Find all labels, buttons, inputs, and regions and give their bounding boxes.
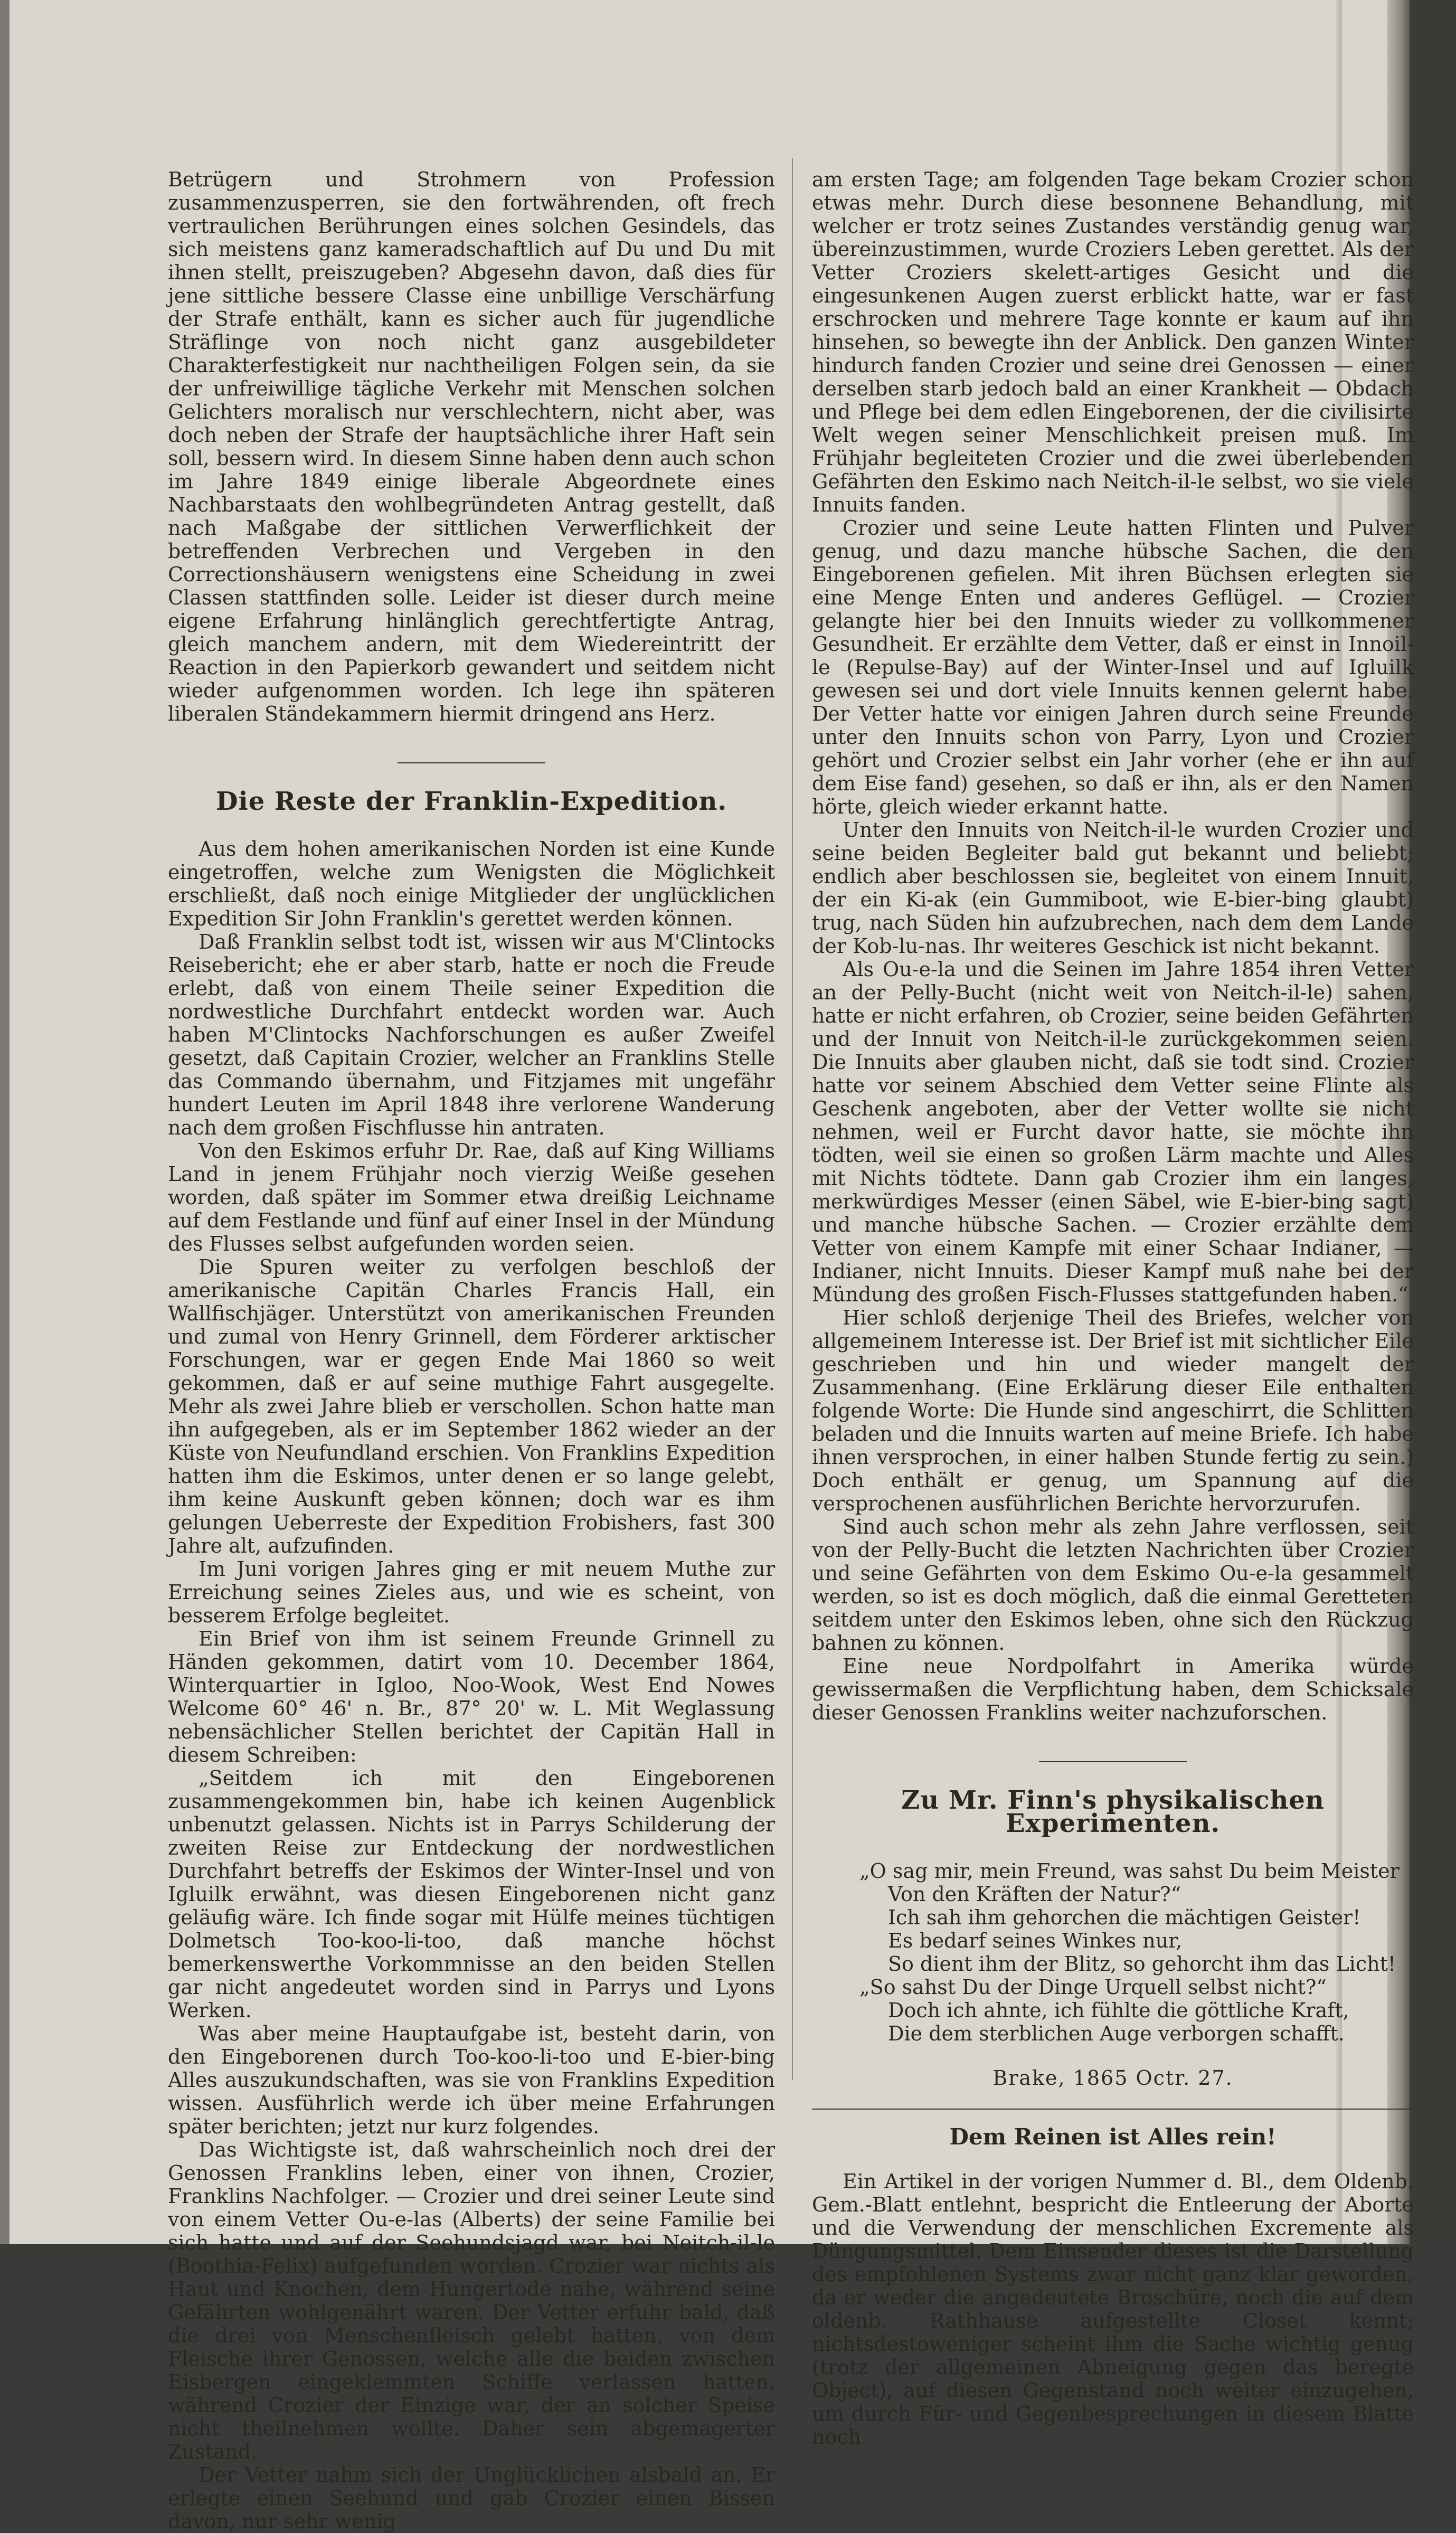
poem-heading: Zu Mr. Finn's physikalischen Experimenten. xyxy=(901,1785,1325,1838)
column-divider xyxy=(792,158,793,2080)
section-rule xyxy=(1039,1761,1187,1762)
franklin-letter-paragraph: Das Wichtigste ist, daß wahrscheinlich noch drei der Genossen Franklins leben, einer von ihnen, Crozier, Franklins Nachfolger. — Crozier und drei seiner Leute sind von einem Vetter Ou-e-las (Alberts) der seine Familie bei sich hatte und auf der Seehundsjagd war, bei Neitch-il-le (Boothia-Felix) aufgefunden worden. Crozier war nichts als Haut und Knochen, dem Hungertode nahe, während seine Gefährten wohlgenährt waren. Der Vetter erfuhr bald, daß die drei von Menschenfleisch gelebt hatten, von dem Fleische ihrer Genossen, welche alle die beiden zwischen Eisbergen eingeklemmten Schiffe verlassen hatten, während Crozier der Einzige war, der an solcher Speise nicht theilnehmen wollte. Daher sein abgemagerter Zustand. xyxy=(168,2138,775,2463)
poem-line: So dient ihm der Blitz, so gehorcht ihm das Licht! xyxy=(888,1952,1396,1976)
poem-line: Doch ich ahnte, ich fühlte die göttliche Kraft, xyxy=(888,1999,1349,2022)
poem-line: Von den Kräften der Natur?“ xyxy=(888,1883,1181,1906)
right-column xyxy=(812,168,1414,2449)
poem-line: „So sahst Du der Dinge Urquell selbst nicht?“ xyxy=(859,1976,1327,1999)
franklin-paragraph: Die Spuren weiter zu verfolgen beschloß der amerikanische Capitän Charles Francis Hall, ein Wallfischjäger. Unterstützt von amerikanischen Freunden und zumal von Henry Grinnell, dem Förderer arktischer Forschungen, war er gegen Ende Mai 1860 so weit gekommen, daß er auf seine muthige Fahrt ausgegelte. Mehr als zwei Jahre blieb er verschollen. Schon hatte man ihn aufgegeben, als er im September 1862 wieder an der Küste von Neufundland erschien. Von Franklins Expedition hatten ihm die Eskimos, unter denen er so lange gelebt, ihm keine Auskunft geben können; doch war es ihm gelungen Ueberreste der Expedition Frobishers, fast 300 Jahre alt, aufzufinden. xyxy=(168,1255,775,1557)
prison-article-ending: Betrügern und Strohmern von Profession zusammenzusperren, sie den fortwährenden, oft frech vertraulichen Berührungen eines solchen Gesindels, das sich meistens ganz kameradschaftlich auf Du und Du mit ihnen stellt, preiszugeben? Abgesehn davon, daß dies für jene sittliche bessere Classe eine unbillige Verschärfung der Strafe enthält, kann es sicher auch für jugendliche Sträflinge von noch nicht ganz ausgebildeter Charakterfestigkeit nur nachtheiligen Folgen sein, da sie der unfreiwillige tägliche Verkehr mit Menschen solchen Gelichters moralisch nur verschlechtern, nicht aber, was doch neben der Strafe der hauptsächliche ihrer Haft sein soll, bessern wird. In diesem Sinne haben denn auch schon im Jahre 1849 einige liberale Abgeordnete eines Nachbarstaats den wohlbegründeten Antrag gestellt, daß nach Maßgabe der sittlichen Verwerflichkeit der betreffenden Verbrechen und Vergeben in den Correctionshäusern wenigstens eine Scheidung in zwei Classen stattfinden solle. Leider ist dieser durch meine eigene Erfahrung hinlänglich gerechtfertigte Antrag, gleich manchem andern, mit dem Wiedereintritt der Reaction in den Papierkorb gewandert und seitdem nicht wieder aufgenommen worden. Ich lege ihn späteren liberalen Ständekammern hiermit dringend ans Herz. xyxy=(168,168,775,725)
franklin-paragraph: Sind auch schon mehr als zehn Jahre verflossen, seit von der Pelly-Bucht die letzten Nachrichten über Crozier und seine Gefährten von dem Eskimo Ou-e-la gesammelt werden, so ist es doch möglich, daß die einmal Geretteten seitdem unter den Eskimos leben, ohne sich den Rückzug bahnen zu können. xyxy=(812,1515,1414,1655)
poem-line: „O sag mir, mein Freund, was sahst Du beim Meister xyxy=(859,1859,1400,1883)
franklin-letter-paragraph: Unter den Innuits von Neitch-il-le wurden Crozier und seine beiden Begleiter bald gut bekannt und beliebt; endlich aber beschlossen sie, begleitet von einem Innuit, der ein Ki-ak (ein Gummiboot, wie E-bier-bing glaubt) trug, nach Süden hin aufzubrechen, nach dem dem Lande der Kob-lu-nas. Ihr weiteres Geschick ist nicht bekannt. xyxy=(812,818,1414,958)
franklin-letter-paragraph: Was aber meine Hauptaufgabe ist, besteht darin, von den Eingeborenen durch Too-koo-li-too und E-bier-bing Alles auszukundschaften, was sie von Franklins Expedition wissen. Ausführlich werde ich über meine Erfahrungen später berichten; jetzt nur kurz folgendes. xyxy=(168,2022,775,2138)
section-rule xyxy=(812,2109,1414,2110)
article-paragraph: Ein Artikel in der vorigen Nummer d. Bl., dem Oldenb. Gem.-Blatt entlehnt, bespricht die Entleerung der Aborte und die Verwendung der menschlichen Excremente als Düngungsmittel. Dem Einsender dieses ist die Darstellung des empfohlenen Systems zwar nicht ganz klar geworden, da er weder die angedeutete Broschüre, noch die auf dem oldenb. Rathhause aufgestellte Closet kennt; nichtsdestoweniger scheint ihm die Sache wichtig genug (trotz der allgemeinen Abneigung gegen das beregte Object), auf diesen Gegenstand noch weiter einzugehen, um durch Für- und Gegenbesprechungen in diesem Blatte noch xyxy=(812,2170,1414,2449)
franklin-letter-paragraph: „Seitdem ich mit den Eingeborenen zusammengekommen bin, habe ich keinen Augenblick unbenutzt gelassen. Nichts ist in Parrys Schilderung der zweiten Reise zur Entdeckung der nordwestlichen Durchfahrt betreffs der Eskimos der Winter-Insel und von Igluilk erwähnt, was diesen Eingeborenen nicht ganz geläufig wäre. Ich finde sogar mit Hülfe meines tüchtigen Dolmetsch Too-koo-li-too, daß manche höchst bemerkenswerthe Vorkommnisse an den beiden Stellen gar nicht angedeutet worden sind in Parrys und Lyons Werken. xyxy=(168,1766,775,2022)
franklin-paragraph: Im Juni vorigen Jahres ging er mit neuem Muthe zur Erreichung seines Zieles aus, und wie es scheint, von besserem Erfolge begleitet. xyxy=(168,1557,775,1627)
poem-line: Es bedarf seines Winkes nur, xyxy=(888,1929,1183,1952)
left-column xyxy=(168,168,775,2533)
franklin-paragraph: Hier schloß derjenige Theil des Briefes, welcher von allgemeinem Interesse ist. Der Brief ist mit sichtlicher Eile geschrieben und hin und wieder mangelt der Zusammenhang. (Eine Erklärung dieser Eile enthalten folgende Worte: Die Hunde sind angeschirrt, die Schlitten beladen und die Innuits warten auf meine Briefe. Ich habe ihnen versprochen, in einer halben Stunde fertig zu sein.) Doch enthält er genug, um Spannung auf die versprochenen ausführlichen Berichte hervorzurufen. xyxy=(812,1306,1414,1515)
franklin-paragraph: Ein Brief von ihm ist seinem Freunde Grinnell zu Händen gekommen, datirt vom 10. December 1864, Winterquartier in Igloo, Noo-Wook, West End Nowes Welcome 60° 46' n. Br., 87° 20' w. L. Mit Weglassung nebensächlicher Stellen berichtet der Capitän Hall in diesem Schreiben: xyxy=(168,1627,775,1766)
franklin-heading: Die Reste der Franklin-Expedition. xyxy=(215,787,727,816)
franklin-paragraph: Daß Franklin selbst todt ist, wissen wir aus M'Clintocks Reisebericht; ehe er aber starb, hatte er noch die Freude erlebt, daß von einem Theile seiner Expedition die nordwestliche Durchfahrt entdeckt worden war. Auch haben M'Clintocks Nachforschungen es außer Zweifel gesetzt, daß Capitain Crozier, welcher an Franklins Stelle das Commando übernahm, und Fitzjames mit ungefähr hundert Leuten im April 1848 ihre verlorene Wanderung nach dem großen Fischflusse hin antraten. xyxy=(168,930,775,1139)
next-page-edge xyxy=(1410,0,1456,2244)
franklin-letter-continued: am ersten Tage; am folgenden Tage bekam Crozier schon etwas mehr. Durch diese besonnene Behandlung, mit welcher er trotz seines Zustandes verständig genug war, übereinzustimmen, wurde Croziers Leben gerettet. Als der Vetter Croziers skelett-artiges Gesicht und die eingesunkenen Augen zuerst erblickt hatte, war er fast erschrocken und mehrere Tage konnte er kaum auf ihn hinsehen, so bewegte ihn der Anblick. Den ganzen Winter hindurch fanden Crozier und seine drei Genossen — einer derselben starb jedoch bald an einer Krankheit — Obdach und Pflege bei dem edlen Eingeborenen, der die civilisirte Welt wegen seiner Menschlichkeit preisen muß. Im Frühjahr begleiteten Crozier und die zwei überlebenden Gefährten den Eskimo nach Neitch-il-le selbst, wo sie viele Innuits fanden. xyxy=(812,168,1414,516)
franklin-paragraph: Von den Eskimos erfuhr Dr. Rae, daß auf King Williams Land in jenem Frühjahr noch vierzig Weiße gesehen worden, daß später im Sommer etwa dreißig Leichname auf dem Festlande und fünf auf einer Insel in der Mündung des Flusses selbst aufgefunden worden seien. xyxy=(168,1139,775,1255)
poem xyxy=(859,1859,1414,2045)
poem-signature: Brake, 1865 Octr. 27. xyxy=(992,2066,1233,2090)
poem-line: Die dem sterblichen Auge verborgen schafft. xyxy=(888,2022,1345,2045)
article-heading: Dem Reinen ist Alles rein! xyxy=(949,2124,1277,2150)
franklin-letter-paragraph: Crozier und seine Leute hatten Flinten und Pulver genug, und dazu manche hübsche Sachen, die den Eingeborenen gefielen. Mit ihren Büchsen erlegten sie eine Menge Enten und anderes Geflügel. — Crozier gelangte hier bei den Innuits wieder zu vollkommener Gesundheit. Er erzählte dem Vetter, daß er einst in Innoil-le (Repulse-Bay) auf der Winter-Insel und auf Igluilk gewesen sei und dort viele Innuits kennen gelernt habe. Der Vetter hatte vor einigen Jahren durch seine Freunde unter den Innuits schon von Parry, Lyon und Crozier gehört und Crozier selbst ein Jahr vorher (ehe er ihn auf dem Eise fand) gesehen, so daß er ihn, als er den Namen hörte, gleich wieder erkannt hatte. xyxy=(812,516,1414,818)
franklin-paragraph: Aus dem hohen amerikanischen Norden ist eine Kunde eingetroffen, welche zum Wenigsten die Möglichkeit erschließt, daß noch einige Mitglieder der unglücklichen Expedition Sir John Franklin's gerettet werden können. xyxy=(168,837,775,930)
poem-line: Ich sah ihm gehorchen die mächtigen Geister! xyxy=(888,1906,1361,1929)
franklin-letter-paragraph: Der Vetter nahm sich der Unglücklichen alsbald an. Er erlegte einen Seehund und gab Crozier einen Bissen davon, nur sehr wenig xyxy=(168,2463,775,2533)
section-rule xyxy=(398,762,545,763)
franklin-paragraph: Eine neue Nordpolfahrt in Amerika würde gewissermaßen die Verpflichtung haben, dem Schicksale dieser Genossen Franklins weiter nachzuforschen. xyxy=(812,1655,1414,1724)
franklin-letter-paragraph: Als Ou-e-la und die Seinen im Jahre 1854 ihren Vetter an der Pelly-Bucht (nicht weit von Neitch-il-le) sahen, hatte er nicht erfahren, ob Crozier, seine beiden Gefährten und der Innuit von Neitch-il-le zurückgekommen seien. Die Innuits aber glauben nicht, daß sie todt sind. Crozier hatte vor seinem Abschied dem Vetter seine Flinte als Geschenk angeboten, aber der Vetter wollte sie nicht nehmen, weil er Furcht davor hatte, sie möchte ihn tödten, weil sie einen so großen Lärm machte und Alles mit Nichts tödtete. Dann gab Crozier ihm ein langes, merkwürdiges Messer (einen Säbel, wie E-bier-bing sagt) und manche hübsche Sachen. — Crozier erzählte dem Vetter von einem Kampfe mit einer Schaar Indianer, — Indianer, nicht Innuits. Dieser Kampf muß nahe bei der Mündung des großen Fisch-Flusses stattgefunden haben.“ xyxy=(812,958,1414,1306)
